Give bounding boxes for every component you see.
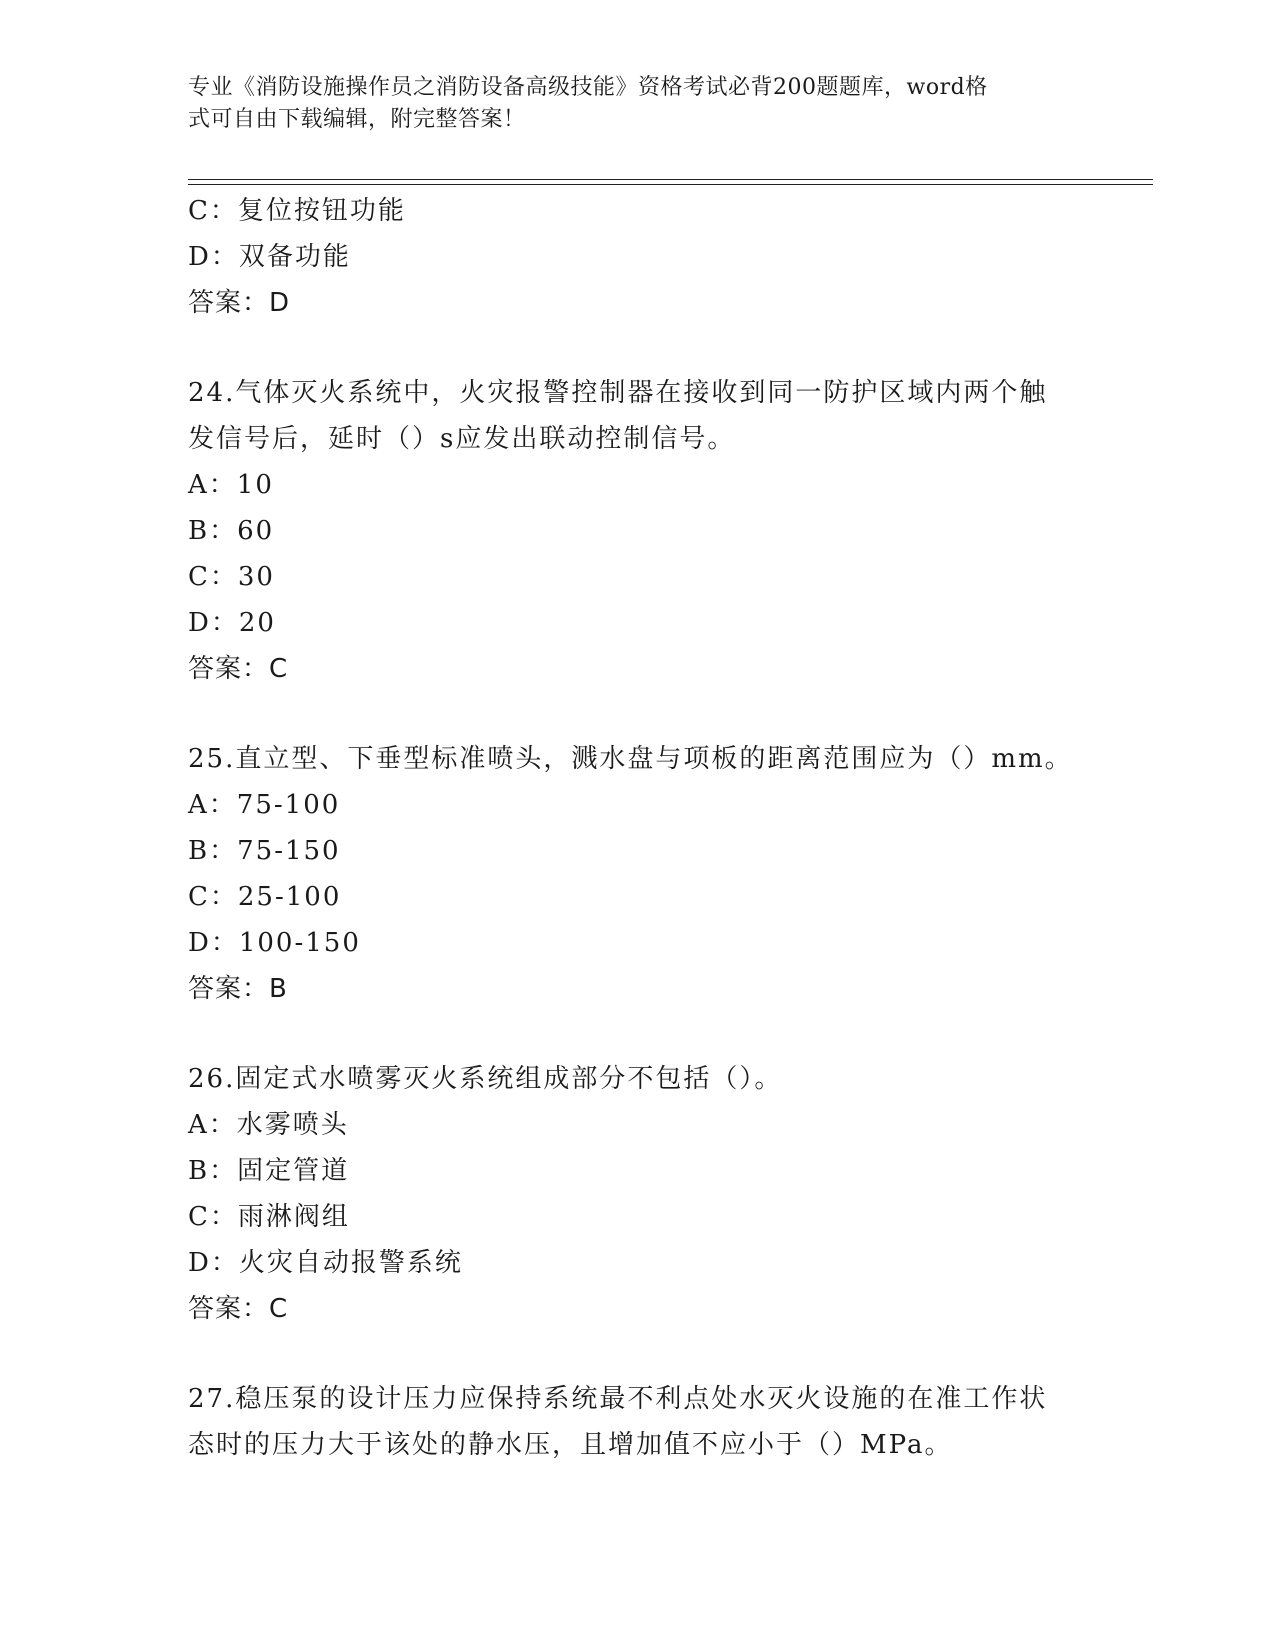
question-26 [188, 1056, 1088, 1332]
question-27 [188, 1376, 1088, 1468]
option-a: A：75-100 [188, 790, 341, 820]
answer: 答案：D [188, 288, 291, 318]
option-d: D：100-150 [188, 928, 361, 958]
option-d: D：20 [188, 608, 276, 638]
prev-question-tail [188, 188, 1088, 326]
option-c: C：复位按钮功能 [188, 196, 406, 226]
question-stem-line: 发信号后，延时（）s应发出联动控制信号。 [188, 424, 736, 454]
question-stem-line: 25.直立型、下垂型标准喷头，溅水盘与项板的距离范围应为（）mm。 [188, 744, 1073, 774]
answer: 答案：B [188, 974, 288, 1004]
option-c: C：雨淋阀组 [188, 1202, 350, 1232]
option-d: D：火灾自动报警系统 [188, 1248, 463, 1278]
option-b: B：固定管道 [188, 1156, 350, 1186]
header-rule-top [188, 179, 1153, 180]
option-c: C：30 [188, 562, 275, 592]
question-stem-line: 态时的压力大于该处的静水压，且增加值不应小于（）MPa。 [188, 1430, 953, 1460]
question-24 [188, 370, 1088, 692]
option-d: D：双备功能 [188, 242, 351, 272]
header-line-2: 式可自由下载编辑，附完整答案！ [188, 107, 526, 132]
answer: 答案：C [188, 654, 289, 684]
question-stem-line: 26.固定式水喷雾灭火系统组成部分不包括（）。 [188, 1064, 783, 1094]
option-b: B：60 [188, 516, 275, 546]
option-a: A：水雾喷头 [188, 1110, 349, 1140]
question-25 [188, 736, 1088, 1012]
page-content [188, 188, 1088, 1468]
question-stem-line: 24.气体灭火系统中，火灾报警控制器在接收到同一防护区域内两个触 [188, 378, 1048, 408]
option-b: B：75-150 [188, 836, 341, 866]
option-a: A：10 [188, 470, 274, 500]
document-header [188, 72, 1068, 136]
header-rule-bottom [188, 184, 1153, 185]
option-c: C：25-100 [188, 882, 342, 912]
header-line-1: 专业《消防设施操作员之消防设备高级技能》资格考试必背200题题库，word格 [188, 75, 988, 100]
question-stem-line: 27.稳压泵的设计压力应保持系统最不利点处水灭火设施的在准工作状 [188, 1384, 1048, 1414]
answer: 答案：C [188, 1294, 289, 1324]
